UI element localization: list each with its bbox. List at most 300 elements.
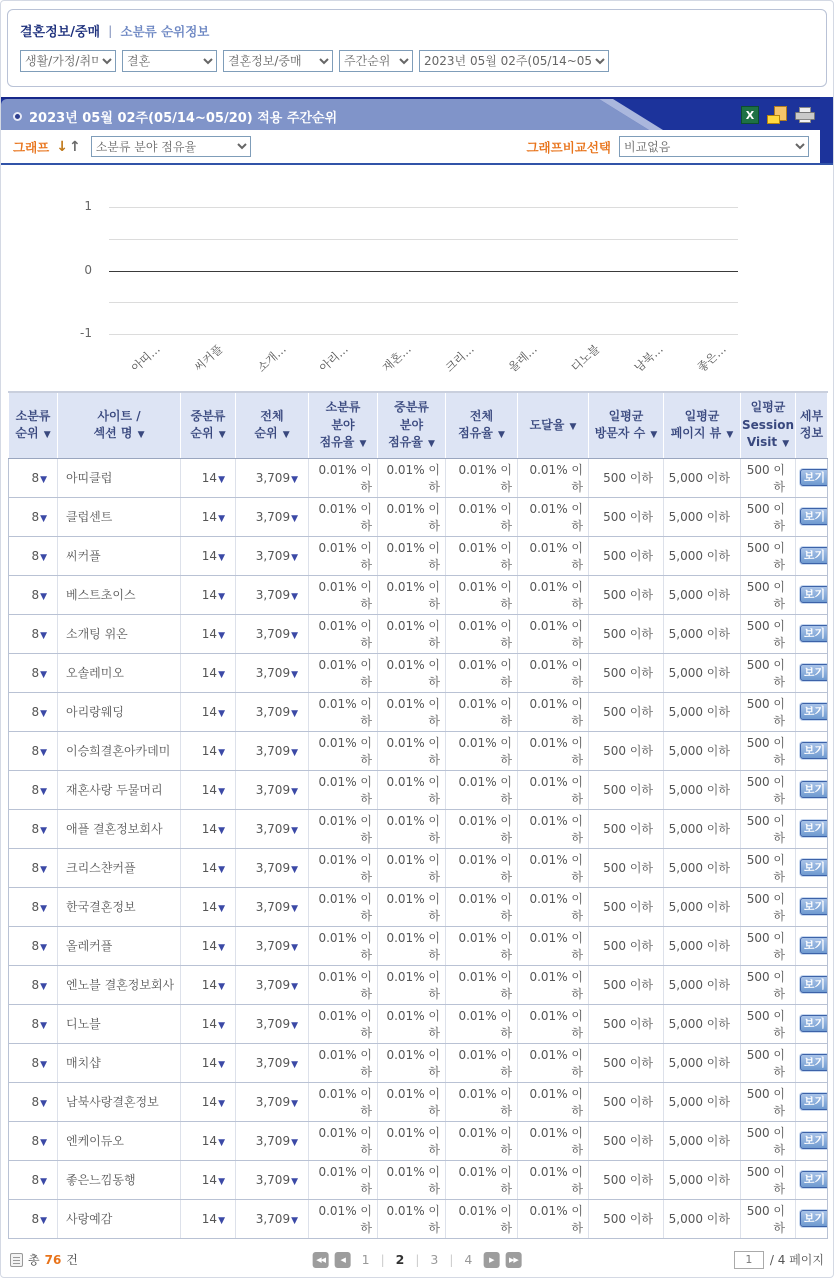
- cell-mid-rank: 14▼: [181, 887, 236, 926]
- cell-total-share: 0.01% 이하: [446, 1043, 518, 1082]
- cell-detail: [796, 926, 828, 965]
- cell-daily-pageviews: 5,000 이하: [664, 770, 741, 809]
- sort-arrow-icon[interactable]: ▼: [779, 438, 790, 449]
- page-number-3[interactable]: 3: [430, 1252, 439, 1267]
- cell-small-rank: 8▼: [9, 848, 58, 887]
- rank-down-arrow-icon: ▼: [291, 1215, 298, 1226]
- cell-mid-share: 0.01% 이하: [378, 458, 446, 497]
- cell-detail: [796, 1121, 828, 1160]
- cell-small-rank: 8▼: [9, 653, 58, 692]
- rank-down-arrow-icon: ▼: [40, 1176, 47, 1187]
- cell-daily-pageviews: 5,000 이하: [664, 536, 741, 575]
- cell-small-rank: 8▼: [9, 809, 58, 848]
- rank-down-arrow-icon: ▼: [40, 513, 47, 524]
- cell-small-share: 0.01% 이하: [309, 497, 378, 536]
- cell-daily-pageviews: 5,000 이하: [664, 1043, 741, 1082]
- share-bar-chart: [1, 167, 833, 385]
- chart-gridline: [109, 334, 738, 335]
- cell-daily-session: 500 이하: [741, 497, 796, 536]
- cell-total-rank: 3,709▼: [236, 731, 309, 770]
- print-icon-tray: [799, 119, 811, 123]
- cell-reach: 0.01% 이하: [518, 770, 589, 809]
- cell-daily-pageviews: 5,000 이하: [664, 614, 741, 653]
- cell-total-rank: 3,709▼: [236, 692, 309, 731]
- cell-mid-share: 0.01% 이하: [378, 965, 446, 1004]
- cell-daily-visitors: 500 이하: [589, 965, 664, 1004]
- view-detail-button[interactable]: 보기: [800, 1171, 828, 1188]
- cell-total-share: 0.01% 이하: [446, 1199, 518, 1238]
- graph-controls-row: [1, 130, 833, 163]
- col-header-9: 일평균 방문자 수 ▼: [589, 392, 664, 458]
- view-detail-button[interactable]: 보기: [800, 586, 828, 603]
- cell-daily-visitors: 500 이하: [589, 653, 664, 692]
- cell-reach: 0.01% 이하: [518, 575, 589, 614]
- cell-detail: [796, 653, 828, 692]
- cell-daily-pageviews: 5,000 이하: [664, 1004, 741, 1043]
- rank-down-arrow-icon: ▼: [40, 747, 47, 758]
- email-icon-envelope: [767, 115, 780, 124]
- cell-mid-rank: 14▼: [181, 575, 236, 614]
- sort-arrow-icon[interactable]: ▼: [424, 438, 435, 449]
- panel-title-text: 2023년 05월 02주(05/14~05/20) 적용 주간순위: [29, 111, 338, 126]
- cell-site-name: 씨커플: [58, 536, 181, 575]
- rank-down-arrow-icon: ▼: [218, 981, 225, 992]
- cell-reach: 0.01% 이하: [518, 926, 589, 965]
- table-header-row: [9, 392, 828, 458]
- filter-select-3[interactable]: [223, 50, 333, 72]
- table-row: [9, 653, 828, 692]
- cell-detail: [796, 809, 828, 848]
- cell-small-share: 0.01% 이하: [309, 692, 378, 731]
- cell-detail: [796, 1043, 828, 1082]
- cell-site-name: 엔케이듀오: [58, 1121, 181, 1160]
- cell-small-rank: 8▼: [9, 1121, 58, 1160]
- cell-mid-share: 0.01% 이하: [378, 1160, 446, 1199]
- cell-small-share: 0.01% 이하: [309, 1199, 378, 1238]
- cell-daily-session: 500 이하: [741, 848, 796, 887]
- cell-mid-rank: 14▼: [181, 614, 236, 653]
- view-detail-button[interactable]: 보기: [800, 1015, 828, 1032]
- cell-daily-pageviews: 5,000 이하: [664, 809, 741, 848]
- cell-small-share: 0.01% 이하: [309, 809, 378, 848]
- sort-arrow-icon[interactable]: ▼: [647, 430, 658, 441]
- total-label: 총: [28, 1253, 40, 1267]
- table-row: [9, 848, 828, 887]
- table-row: [9, 1199, 828, 1238]
- cell-reach: 0.01% 이하: [518, 536, 589, 575]
- view-detail-button[interactable]: 보기: [800, 664, 828, 681]
- graph-compare-select[interactable]: [619, 136, 809, 157]
- cell-daily-pageviews: 5,000 이하: [664, 731, 741, 770]
- cell-mid-share: 0.01% 이하: [378, 575, 446, 614]
- cell-daily-pageviews: 5,000 이하: [664, 653, 741, 692]
- cell-mid-share: 0.01% 이하: [378, 1199, 446, 1238]
- cell-reach: 0.01% 이하: [518, 1004, 589, 1043]
- cell-detail: [796, 614, 828, 653]
- rank-down-arrow-icon: ▼: [40, 903, 47, 914]
- cell-mid-rank: 14▼: [181, 1082, 236, 1121]
- cell-site-name: 남북사랑결혼정보: [58, 1082, 181, 1121]
- cell-mid-share: 0.01% 이하: [378, 614, 446, 653]
- cell-small-rank: 8▼: [9, 614, 58, 653]
- footer-bar: [10, 1248, 824, 1272]
- cell-daily-visitors: 500 이하: [589, 809, 664, 848]
- filter-select-5[interactable]: [419, 50, 609, 72]
- view-detail-button[interactable]: 보기: [800, 508, 828, 525]
- page-separator: |: [380, 1252, 385, 1267]
- view-detail-button[interactable]: 보기: [800, 547, 828, 564]
- y-tick-label: -1: [80, 326, 92, 340]
- cell-detail: [796, 536, 828, 575]
- view-detail-button[interactable]: 보기: [800, 1093, 828, 1110]
- cell-reach: 0.01% 이하: [518, 887, 589, 926]
- cell-total-rank: 3,709▼: [236, 848, 309, 887]
- col-header-1: 소분류 순위 ▼: [9, 392, 58, 458]
- cell-small-rank: 8▼: [9, 497, 58, 536]
- cell-mid-rank: 14▼: [181, 1160, 236, 1199]
- table-row: [9, 692, 828, 731]
- rank-down-arrow-icon: ▼: [291, 1098, 298, 1109]
- cell-total-share: 0.01% 이하: [446, 965, 518, 1004]
- rank-down-arrow-icon: ▼: [218, 903, 225, 914]
- cell-small-share: 0.01% 이하: [309, 575, 378, 614]
- cell-mid-share: 0.01% 이하: [378, 1004, 446, 1043]
- chart-plot-area: [109, 207, 738, 334]
- cell-total-rank: 3,709▼: [236, 1199, 309, 1238]
- sort-asc-arrow-icon[interactable]: ↑: [68, 138, 81, 155]
- cell-small-share: 0.01% 이하: [309, 1160, 378, 1199]
- cell-total-rank: 3,709▼: [236, 1004, 309, 1043]
- cell-daily-session: 500 이하: [741, 1043, 796, 1082]
- cell-small-share: 0.01% 이하: [309, 1121, 378, 1160]
- cell-total-rank: 3,709▼: [236, 926, 309, 965]
- cell-site-name: 아띠클럽: [58, 458, 181, 497]
- cell-daily-visitors: 500 이하: [589, 1043, 664, 1082]
- cell-total-rank: 3,709▼: [236, 497, 309, 536]
- cell-total-share: 0.01% 이하: [446, 1121, 518, 1160]
- print-icon[interactable]: [795, 107, 815, 124]
- cell-mid-rank: 14▼: [181, 1199, 236, 1238]
- cell-daily-session: 500 이하: [741, 692, 796, 731]
- view-detail-button[interactable]: 보기: [800, 742, 828, 759]
- cell-mid-rank: 14▼: [181, 1121, 236, 1160]
- cell-daily-session: 500 이하: [741, 965, 796, 1004]
- rank-down-arrow-icon: ▼: [218, 1098, 225, 1109]
- cell-site-name: 애플 결혼정보회사: [58, 809, 181, 848]
- cell-site-name: 한국결혼정보: [58, 887, 181, 926]
- cell-total-share: 0.01% 이하: [446, 653, 518, 692]
- cell-mid-share: 0.01% 이하: [378, 809, 446, 848]
- cell-total-rank: 3,709▼: [236, 614, 309, 653]
- cell-small-share: 0.01% 이하: [309, 770, 378, 809]
- sort-arrow-icon[interactable]: ▼: [494, 430, 505, 441]
- cell-daily-visitors: 500 이하: [589, 1121, 664, 1160]
- cell-total-share: 0.01% 이하: [446, 536, 518, 575]
- table-row: [9, 458, 828, 497]
- cell-mid-share: 0.01% 이하: [378, 926, 446, 965]
- table-row: [9, 731, 828, 770]
- filter-selects: [20, 50, 814, 72]
- table-row: [9, 1004, 828, 1043]
- chart-gridline: [109, 271, 738, 272]
- cell-small-rank: 8▼: [9, 1004, 58, 1043]
- rank-down-arrow-icon: ▼: [40, 552, 47, 563]
- cell-mid-rank: 14▼: [181, 965, 236, 1004]
- table-row: [9, 1043, 828, 1082]
- first-page-button[interactable]: ◀◀: [313, 1252, 329, 1268]
- sort-desc-arrow-icon[interactable]: ↓: [56, 138, 68, 155]
- cell-mid-rank: 14▼: [181, 536, 236, 575]
- view-detail-button[interactable]: 보기: [800, 625, 828, 642]
- cell-site-name: 클럽센트: [58, 497, 181, 536]
- view-detail-button[interactable]: 보기: [800, 937, 828, 954]
- page-number-2[interactable]: 2: [395, 1252, 405, 1267]
- cell-daily-visitors: 500 이하: [589, 926, 664, 965]
- filter-select-1[interactable]: [20, 50, 116, 72]
- cell-daily-session: 500 이하: [741, 926, 796, 965]
- cell-small-share: 0.01% 이하: [309, 458, 378, 497]
- page-number-4[interactable]: 4: [464, 1252, 473, 1267]
- cell-mid-rank: 14▼: [181, 653, 236, 692]
- cell-detail: [796, 848, 828, 887]
- page-separator: |: [415, 1252, 420, 1267]
- cell-site-name: 재혼사랑 두물머리: [58, 770, 181, 809]
- cell-small-rank: 8▼: [9, 1199, 58, 1238]
- cell-small-share: 0.01% 이하: [309, 1082, 378, 1121]
- view-detail-button[interactable]: 보기: [800, 1054, 828, 1071]
- cell-daily-pageviews: 5,000 이하: [664, 1082, 741, 1121]
- prev-page-button[interactable]: ◀: [335, 1252, 351, 1268]
- rank-down-arrow-icon: ▼: [291, 630, 298, 641]
- cell-site-name: 매치샵: [58, 1043, 181, 1082]
- cell-total-rank: 3,709▼: [236, 653, 309, 692]
- col-header-12: 세부 정보: [796, 392, 828, 458]
- cell-small-rank: 8▼: [9, 1043, 58, 1082]
- cell-small-rank: 8▼: [9, 458, 58, 497]
- cell-daily-pageviews: 5,000 이하: [664, 1160, 741, 1199]
- cell-total-share: 0.01% 이하: [446, 497, 518, 536]
- cell-daily-visitors: 500 이하: [589, 848, 664, 887]
- rank-down-arrow-icon: ▼: [218, 942, 225, 953]
- cell-daily-pageviews: 5,000 이하: [664, 926, 741, 965]
- cell-total-share: 0.01% 이하: [446, 575, 518, 614]
- cell-detail: [796, 1082, 828, 1121]
- cell-daily-visitors: 500 이하: [589, 1160, 664, 1199]
- rank-down-arrow-icon: ▼: [291, 747, 298, 758]
- excel-icon[interactable]: X: [741, 106, 759, 124]
- sort-arrow-icon[interactable]: ▼: [723, 430, 734, 441]
- rank-down-arrow-icon: ▼: [291, 474, 298, 485]
- cell-daily-visitors: 500 이하: [589, 497, 664, 536]
- cell-mid-share: 0.01% 이하: [378, 536, 446, 575]
- cell-total-rank: 3,709▼: [236, 1082, 309, 1121]
- rank-down-arrow-icon: ▼: [218, 747, 225, 758]
- panel-title-bar: [1, 97, 833, 130]
- cell-total-share: 0.01% 이하: [446, 809, 518, 848]
- cell-total-rank: 3,709▼: [236, 1043, 309, 1082]
- view-detail-button[interactable]: 보기: [800, 781, 828, 798]
- cell-mid-share: 0.01% 이하: [378, 731, 446, 770]
- rank-down-arrow-icon: ▼: [291, 669, 298, 680]
- last-page-button[interactable]: ▶▶: [505, 1252, 521, 1268]
- rank-down-arrow-icon: ▼: [218, 474, 225, 485]
- sort-arrow-icon[interactable]: ▼: [134, 430, 145, 441]
- next-page-button[interactable]: ▶: [483, 1252, 499, 1268]
- cell-daily-session: 500 이하: [741, 1082, 796, 1121]
- cell-daily-session: 500 이하: [741, 536, 796, 575]
- view-detail-button[interactable]: 보기: [800, 1132, 828, 1149]
- cell-daily-session: 500 이하: [741, 1121, 796, 1160]
- view-detail-button[interactable]: 보기: [800, 469, 828, 486]
- cell-mid-rank: 14▼: [181, 1004, 236, 1043]
- cell-total-share: 0.01% 이하: [446, 692, 518, 731]
- cell-reach: 0.01% 이하: [518, 692, 589, 731]
- cell-small-rank: 8▼: [9, 575, 58, 614]
- table-body: [9, 458, 828, 1238]
- rank-down-arrow-icon: ▼: [40, 1137, 47, 1148]
- col-header-10: 일평균 페이지 뷰 ▼: [664, 392, 741, 458]
- filter-select-2[interactable]: [122, 50, 217, 72]
- cell-small-rank: 8▼: [9, 692, 58, 731]
- cell-daily-visitors: 500 이하: [589, 770, 664, 809]
- rank-down-arrow-icon: ▼: [40, 474, 47, 485]
- cell-detail: [796, 497, 828, 536]
- cell-total-share: 0.01% 이하: [446, 887, 518, 926]
- cell-reach: 0.01% 이하: [518, 497, 589, 536]
- view-detail-button[interactable]: 보기: [800, 898, 828, 915]
- cell-daily-session: 500 이하: [741, 575, 796, 614]
- pagination: [313, 1252, 522, 1268]
- cell-mid-rank: 14▼: [181, 809, 236, 848]
- cell-detail: [796, 692, 828, 731]
- email-icon[interactable]: [767, 106, 787, 124]
- rank-down-arrow-icon: ▼: [218, 669, 225, 680]
- cell-daily-visitors: 500 이하: [589, 536, 664, 575]
- page-number-1[interactable]: 1: [361, 1252, 370, 1267]
- y-tick-label: 1: [84, 199, 92, 213]
- rank-down-arrow-icon: ▼: [40, 981, 47, 992]
- total-count: [10, 1251, 78, 1268]
- title-bar-icons: [741, 106, 815, 124]
- graph-compare-label: 그래프비교선택: [526, 139, 611, 155]
- cell-reach: 0.01% 이하: [518, 809, 589, 848]
- sort-arrow-icon[interactable]: ▼: [279, 430, 290, 441]
- cell-detail: [796, 887, 828, 926]
- cell-total-rank: 3,709▼: [236, 965, 309, 1004]
- cell-daily-session: 500 이하: [741, 614, 796, 653]
- cell-total-share: 0.01% 이하: [446, 614, 518, 653]
- total-count-value: 76: [44, 1252, 62, 1267]
- col-header-6: 중분류 분야 점유율 ▼: [378, 392, 446, 458]
- cell-detail: [796, 458, 828, 497]
- cell-mid-share: 0.01% 이하: [378, 1082, 446, 1121]
- rank-down-arrow-icon: ▼: [218, 1215, 225, 1226]
- cell-daily-pageviews: 5,000 이하: [664, 1121, 741, 1160]
- cell-total-share: 0.01% 이하: [446, 458, 518, 497]
- col-header-2: 사이트 / 섹션 명 ▼: [58, 392, 181, 458]
- y-tick-label: 0: [84, 262, 92, 277]
- cell-mid-share: 0.01% 이하: [378, 497, 446, 536]
- ranking-table-wrap: [8, 391, 826, 1239]
- cell-total-share: 0.01% 이하: [446, 770, 518, 809]
- sort-arrow-icon[interactable]: ▼: [566, 421, 577, 432]
- cell-small-rank: 8▼: [9, 770, 58, 809]
- cell-small-share: 0.01% 이하: [309, 965, 378, 1004]
- cell-site-name: 아리랑웨딩: [58, 692, 181, 731]
- page-number-input[interactable]: [734, 1251, 764, 1269]
- cell-site-name: 좋은느낌동행: [58, 1160, 181, 1199]
- view-detail-button[interactable]: 보기: [800, 859, 828, 876]
- rank-down-arrow-icon: ▼: [40, 708, 47, 719]
- cell-site-name: 소개팅 위온: [58, 614, 181, 653]
- cell-daily-visitors: 500 이하: [589, 692, 664, 731]
- cell-daily-visitors: 500 이하: [589, 731, 664, 770]
- table-row: [9, 575, 828, 614]
- chart-gridline: [109, 239, 738, 240]
- sort-arrow-icon[interactable]: ▼: [356, 438, 367, 449]
- cell-site-name: 이승희결혼아카데미: [58, 731, 181, 770]
- cell-total-rank: 3,709▼: [236, 770, 309, 809]
- cell-daily-session: 500 이하: [741, 770, 796, 809]
- view-detail-button[interactable]: 보기: [800, 820, 828, 837]
- cell-reach: 0.01% 이하: [518, 1121, 589, 1160]
- table-row: [9, 614, 828, 653]
- cell-mid-share: 0.01% 이하: [378, 1043, 446, 1082]
- cell-daily-pageviews: 5,000 이하: [664, 575, 741, 614]
- cell-total-rank: 3,709▼: [236, 1160, 309, 1199]
- rank-down-arrow-icon: ▼: [40, 591, 47, 602]
- cell-reach: 0.01% 이하: [518, 614, 589, 653]
- cell-small-share: 0.01% 이하: [309, 1004, 378, 1043]
- cell-mid-rank: 14▼: [181, 497, 236, 536]
- sort-arrow-icon[interactable]: ▼: [40, 430, 51, 441]
- cell-mid-share: 0.01% 이하: [378, 1121, 446, 1160]
- rank-down-arrow-icon: ▼: [291, 552, 298, 563]
- cell-total-rank: 3,709▼: [236, 809, 309, 848]
- cell-small-share: 0.01% 이하: [309, 731, 378, 770]
- view-detail-button[interactable]: 보기: [800, 703, 828, 720]
- cell-daily-visitors: 500 이하: [589, 575, 664, 614]
- rank-down-arrow-icon: ▼: [291, 825, 298, 836]
- cell-site-name: 사랑예감: [58, 1199, 181, 1238]
- cell-reach: 0.01% 이하: [518, 731, 589, 770]
- rank-down-arrow-icon: ▼: [291, 1137, 298, 1148]
- weekly-rank-panel: [1, 97, 833, 165]
- cell-reach: 0.01% 이하: [518, 1043, 589, 1082]
- cell-daily-session: 500 이하: [741, 1199, 796, 1238]
- cell-small-rank: 8▼: [9, 965, 58, 1004]
- rank-down-arrow-icon: ▼: [40, 825, 47, 836]
- view-detail-button[interactable]: 보기: [800, 1210, 828, 1227]
- rank-down-arrow-icon: ▼: [218, 513, 225, 524]
- graph-metric-select[interactable]: [91, 136, 251, 157]
- col-header-5: 소분류 분야 점유율 ▼: [309, 392, 378, 458]
- cell-mid-share: 0.01% 이하: [378, 887, 446, 926]
- breadcrumb: [20, 21, 814, 40]
- sort-arrow-icon[interactable]: ▼: [215, 430, 226, 441]
- cell-small-rank: 8▼: [9, 926, 58, 965]
- view-detail-button[interactable]: 보기: [800, 976, 828, 993]
- cell-daily-visitors: 500 이하: [589, 614, 664, 653]
- table-row: [9, 926, 828, 965]
- table-row: [9, 536, 828, 575]
- cell-small-share: 0.01% 이하: [309, 653, 378, 692]
- breadcrumb-section[interactable]: 소분류 순위정보: [120, 23, 210, 39]
- cell-small-rank: 8▼: [9, 731, 58, 770]
- rank-down-arrow-icon: ▼: [218, 630, 225, 641]
- filter-select-4[interactable]: [339, 50, 413, 72]
- rank-down-arrow-icon: ▼: [40, 630, 47, 641]
